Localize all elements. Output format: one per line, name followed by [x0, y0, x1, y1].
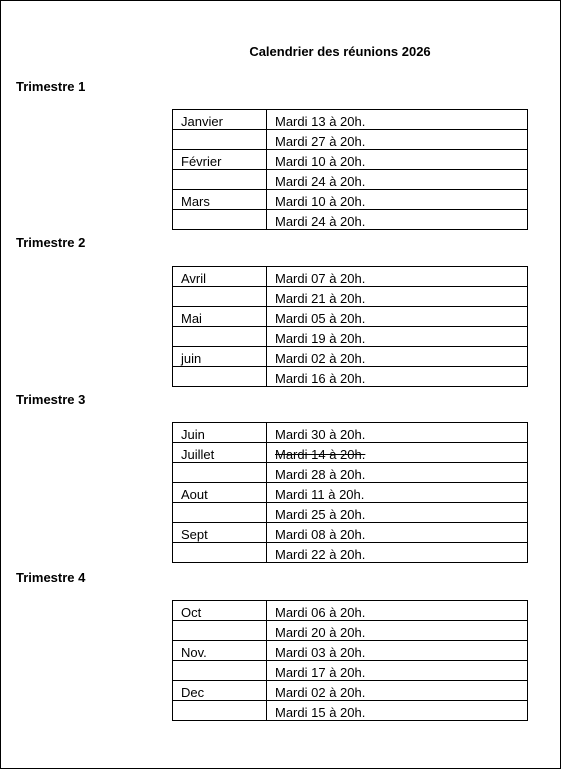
schedule-table-q4 — [172, 600, 528, 721]
table-row — [173, 347, 528, 367]
month-cell: Juin — [173, 423, 267, 443]
month-cell: Mars — [173, 190, 267, 210]
month-cell — [173, 503, 267, 523]
table-row — [173, 503, 528, 523]
table-row — [173, 150, 528, 170]
date-cell: Mardi 28 à 20h. — [267, 463, 528, 483]
month-cell: Mai — [173, 307, 267, 327]
month-cell — [173, 327, 267, 347]
date-cell: Mardi 10 à 20h. — [267, 150, 528, 170]
month-cell — [173, 170, 267, 190]
date-cell: Mardi 11 à 20h. — [267, 483, 528, 503]
date-cell: Mardi 07 à 20h. — [267, 267, 528, 287]
document-title: Calendrier des réunions 2026 — [249, 44, 431, 59]
table-row — [173, 110, 528, 130]
table-row — [173, 523, 528, 543]
table-row — [173, 543, 528, 563]
date-cell: Mardi 25 à 20h. — [267, 503, 528, 523]
date-cell: Mardi 20 à 20h. — [267, 621, 528, 641]
table-row — [173, 170, 528, 190]
table-row — [173, 701, 528, 721]
table-row — [173, 287, 528, 307]
month-cell — [173, 701, 267, 721]
date-cell: Mardi 03 à 20h. — [267, 641, 528, 661]
month-cell: Sept — [173, 523, 267, 543]
table-row — [173, 463, 528, 483]
month-cell: Dec — [173, 681, 267, 701]
month-cell: Janvier — [173, 110, 267, 130]
quarter-heading-4: Trimestre 4 — [16, 570, 86, 585]
table-row — [173, 601, 528, 621]
date-cell: Mardi 21 à 20h. — [267, 287, 528, 307]
month-cell — [173, 661, 267, 681]
quarter-heading-3: Trimestre 3 — [16, 392, 86, 407]
month-cell — [173, 367, 267, 387]
table-row — [173, 130, 528, 150]
date-cell: Mardi 15 à 20h. — [267, 701, 528, 721]
date-cell: Mardi 02 à 20h. — [267, 347, 528, 367]
date-cell-cancelled: Mardi 14 à 20h. — [267, 443, 528, 463]
date-cell: Mardi 22 à 20h. — [267, 543, 528, 563]
month-cell — [173, 210, 267, 230]
month-cell — [173, 463, 267, 483]
month-cell — [173, 287, 267, 307]
date-cell: Mardi 17 à 20h. — [267, 661, 528, 681]
month-cell: Nov. — [173, 641, 267, 661]
date-cell: Mardi 13 à 20h. — [267, 110, 528, 130]
table-row — [173, 483, 528, 503]
date-cell: Mardi 30 à 20h. — [267, 423, 528, 443]
date-cell: Mardi 05 à 20h. — [267, 307, 528, 327]
date-cell: Mardi 24 à 20h. — [267, 170, 528, 190]
date-cell: Mardi 16 à 20h. — [267, 367, 528, 387]
month-cell — [173, 130, 267, 150]
date-cell: Mardi 10 à 20h. — [267, 190, 528, 210]
table-row — [173, 661, 528, 681]
table-row — [173, 641, 528, 661]
table-row — [173, 621, 528, 641]
month-cell — [173, 543, 267, 563]
date-cell: Mardi 24 à 20h. — [267, 210, 528, 230]
table-row — [173, 423, 528, 443]
table-row — [173, 267, 528, 287]
table-row — [173, 681, 528, 701]
schedule-table-q3 — [172, 422, 528, 563]
table-row — [173, 443, 528, 463]
schedule-table-q2 — [172, 266, 528, 387]
table-row — [173, 210, 528, 230]
month-cell: Juillet — [173, 443, 267, 463]
quarter-heading-1: Trimestre 1 — [16, 79, 86, 94]
month-cell: Oct — [173, 601, 267, 621]
table-row — [173, 327, 528, 347]
month-cell: Février — [173, 150, 267, 170]
date-cell: Mardi 06 à 20h. — [267, 601, 528, 621]
date-cell: Mardi 08 à 20h. — [267, 523, 528, 543]
month-cell — [173, 621, 267, 641]
date-cell: Mardi 02 à 20h. — [267, 681, 528, 701]
quarter-heading-2: Trimestre 2 — [16, 235, 86, 250]
date-cell: Mardi 27 à 20h. — [267, 130, 528, 150]
month-cell: Avril — [173, 267, 267, 287]
schedule-table-q1 — [172, 109, 528, 230]
table-row — [173, 307, 528, 327]
month-cell: juin — [173, 347, 267, 367]
date-cell: Mardi 19 à 20h. — [267, 327, 528, 347]
table-row — [173, 367, 528, 387]
table-row — [173, 190, 528, 210]
month-cell: Aout — [173, 483, 267, 503]
